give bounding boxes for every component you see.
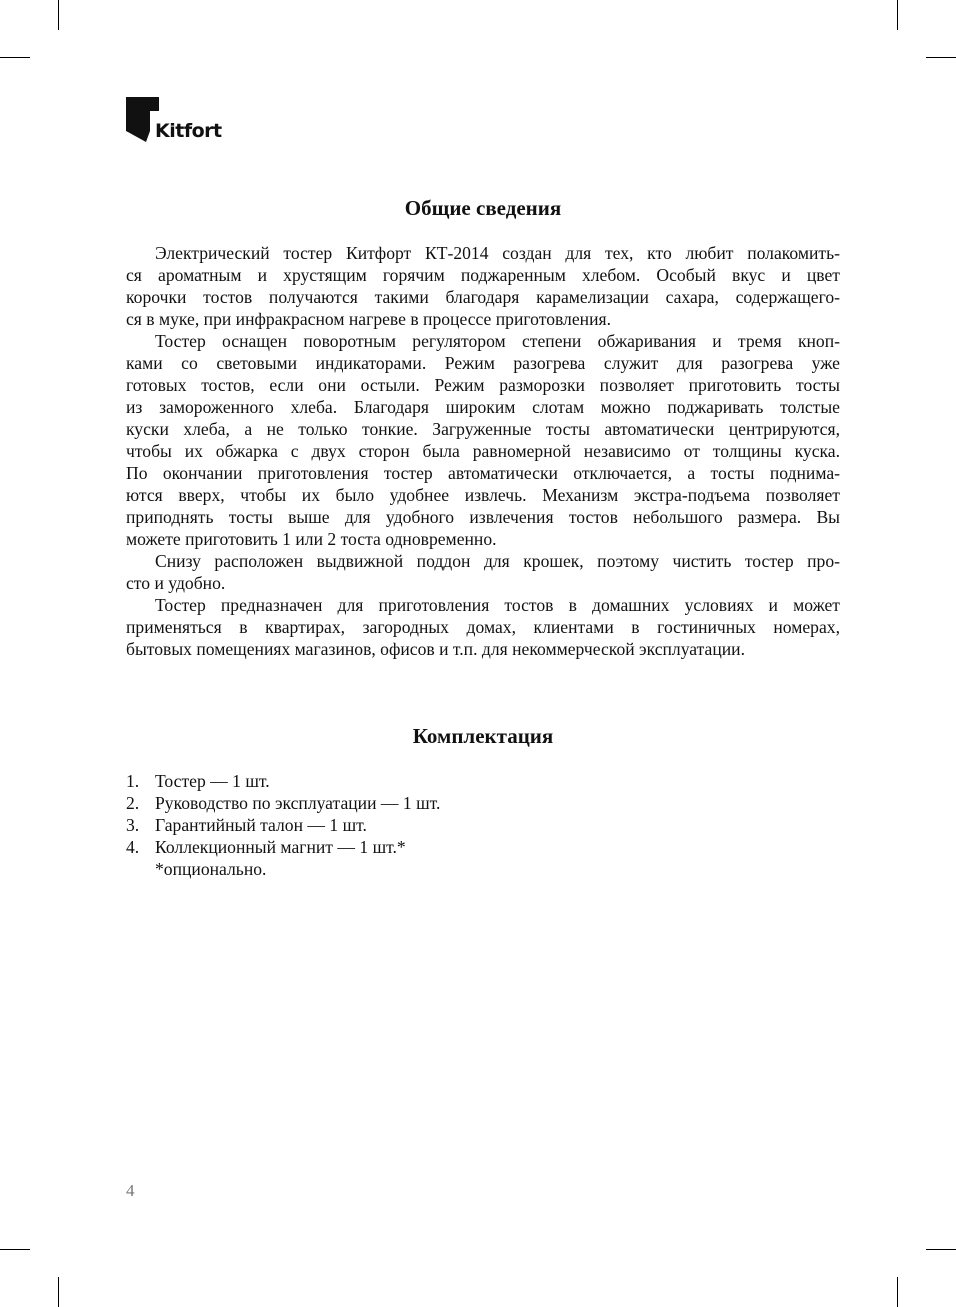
paragraph-line: Тостер предназначен для приготовления тостов в домашних условиях и может — [155, 595, 840, 615]
crop-mark — [58, 1277, 59, 1307]
paragraph-line: Электрический тостер Китфорт КТ-2014 создан для тех, кто любит полакомить- — [155, 243, 840, 263]
list-item — [126, 770, 440, 792]
paragraph-line: ются вверх, чтобы их было удобнее извлечь. Механизм экстра-подъема позволяет — [126, 485, 840, 505]
paragraph-line: ся в муке, при инфракрасном нагреве в процессе приготовления. — [126, 309, 611, 329]
paragraph-line: ся ароматным и хрустящим горячим поджаренным хлебом. Особый вкус и цвет — [126, 265, 840, 285]
general-info-text — [126, 242, 840, 660]
page-number: 4 — [126, 1181, 135, 1200]
crop-mark — [897, 1277, 898, 1307]
contents-list — [126, 770, 440, 880]
list-item — [126, 836, 440, 858]
item-text: Гарантийный талон — 1 шт. — [155, 815, 367, 835]
crop-mark — [58, 0, 59, 30]
paragraph-line: Снизу расположен выдвижной поддон для крошек, поэтому чистить тостер про- — [155, 551, 840, 571]
crop-mark — [926, 57, 956, 58]
item-text: Руководство по эксплуатации — 1 шт. — [155, 793, 441, 813]
paragraph-line: бытовых помещениях магазинов, офисов и т.п. для некоммерческой эксплуатации. — [126, 639, 745, 659]
paragraph-line: корочки тостов получаются такими благодаря карамелизации сахара, содержащего- — [126, 287, 840, 307]
paragraph-line: применяться в квартирах, загородных домах, клиентами в гостиничных номерах, — [126, 617, 840, 637]
paragraph-line: ками со световыми индикаторами. Режим разогрева служит для разогрева уже — [126, 353, 840, 373]
item-text: Коллекционный магнит — 1 шт.* — [155, 837, 406, 857]
paragraph-line: готовых тостов, если они остыли. Режим разморозки позволяет приготовить тосты — [126, 375, 840, 395]
crop-mark — [0, 1249, 30, 1250]
list-item — [126, 814, 440, 836]
footnote-text: *опционально. — [155, 859, 267, 879]
crop-mark — [0, 57, 30, 58]
paragraph-line: Тостер оснащен поворотным регулятором степени обжаривания и тремя кноп- — [155, 331, 840, 351]
paragraph-line: чтобы их обжарка с двух сторон была равномерной независимо от толщины куска. — [126, 441, 840, 461]
paragraph-line: можете приготовить 1 или 2 тоста одновременно. — [126, 529, 497, 549]
item-number: 2. — [126, 793, 140, 813]
paragraph-line: сто и удобно. — [126, 573, 226, 593]
crop-mark — [897, 0, 898, 30]
paragraph-line: приподнять тосты выше для удобного извлечения тостов небольшого размера. Вы — [126, 507, 840, 527]
footnote — [126, 858, 440, 880]
item-number: 1. — [126, 771, 140, 791]
item-text: Тостер — 1 шт. — [155, 771, 270, 791]
paragraph-line: По окончании приготовления тостер автоматически отключается, а тосты поднима- — [126, 463, 840, 483]
section-title-contents: Комплектация — [412, 724, 554, 748]
section-title-general: Общие сведения — [404, 196, 562, 220]
logo-text: Kitfort — [155, 120, 222, 142]
list-item — [126, 792, 440, 814]
crop-mark — [926, 1249, 956, 1250]
item-number: 4. — [126, 837, 140, 857]
paragraph-line: из замороженного хлеба. Благодаря широким слотам можно поджаривать толстые — [126, 397, 840, 417]
paragraph-line: куски хлеба, а не только тонкие. Загруженные тосты автоматически центрируются, — [126, 419, 840, 439]
item-number: 3. — [126, 815, 140, 835]
